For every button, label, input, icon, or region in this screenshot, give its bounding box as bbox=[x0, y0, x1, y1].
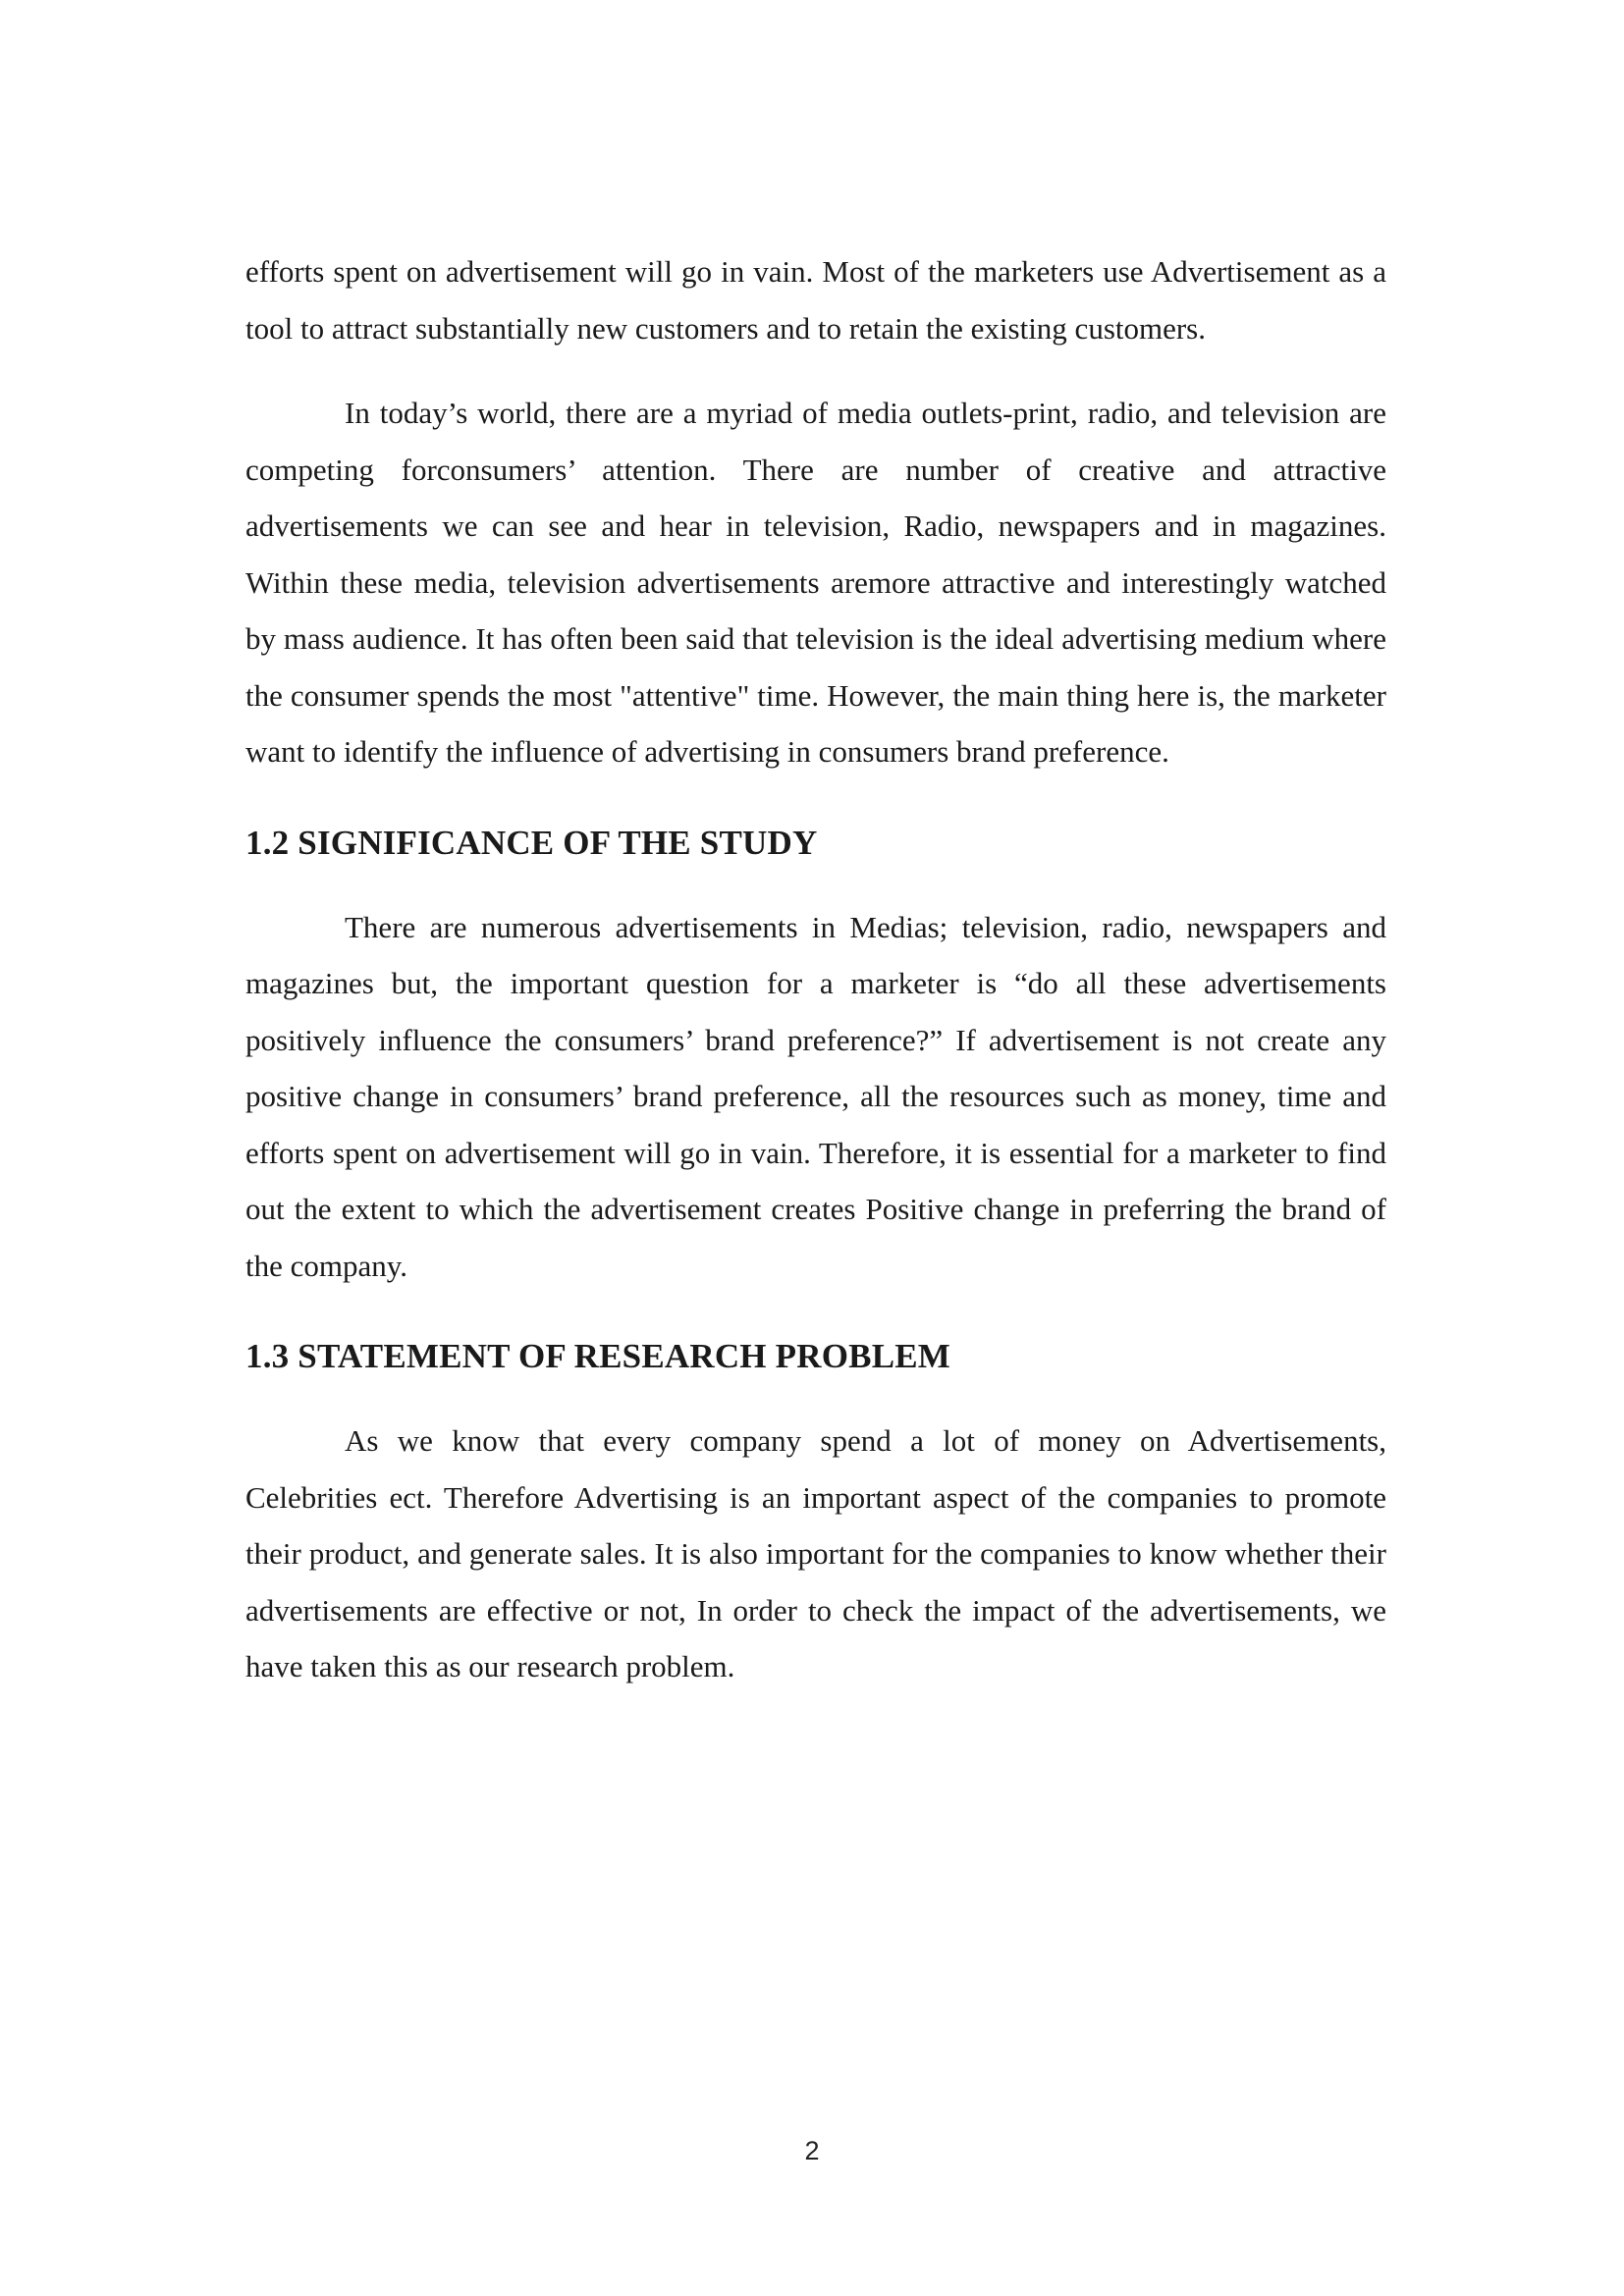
section-heading-research-problem: 1.3 STATEMENT OF RESEARCH PROBLEM bbox=[245, 1337, 951, 1375]
paragraph-research-problem: As we know that every company spend a lot of money on Advertisements, Celebrities ect. Therefore Advertising is an important aspect of the companies to promote their product, and generate sales. It is also important for the companies to know whether their advertisements are effective or not, In order to check the impact of the advertisements, we have taken this as our research problem. bbox=[245, 1423, 1386, 1683]
paragraph-continuation: efforts spent on advertisement will go in vain. Most of the marketers use Advertisement as a tool to attract substantially new customers and to retain the existing customers. bbox=[245, 254, 1386, 346]
paragraph-significance: There are numerous advertisements in Medias; television, radio, newspapers and magazines but, the important question for a marketer is “do all these advertisements positively influence the consumers’ brand preference?” If advertisement is not create any positive change in consumers’ brand preference, all the resources such as money, time and efforts spent on advertisement will go in vain. Therefore, it is essential for a marketer to find out the extent to which the advertisement creates Positive change in preferring the brand of the company. bbox=[245, 909, 1386, 1283]
paragraph-media-outlets: In today’s world, there are a myriad of media outlets-print, radio, and television are competing forconsumers’ attention. There are number of creative and attractive advertisements we can see and hear in television, Radio, newspapers and in magazines. Within these media, television advertisements aremore attractive and interestingly watched by mass audience. It has often been said that television is the ideal advertising medium where the consumer spends the most "attentive" time. However, the main thing here is, the marketer want to identify the influence of advertising in consumers brand preference. bbox=[245, 396, 1386, 769]
page-number: 2 bbox=[804, 2136, 820, 2165]
page-body bbox=[245, 243, 1386, 1695]
section-heading-significance: 1.2 SIGNIFICANCE OF THE STUDY bbox=[245, 823, 818, 862]
